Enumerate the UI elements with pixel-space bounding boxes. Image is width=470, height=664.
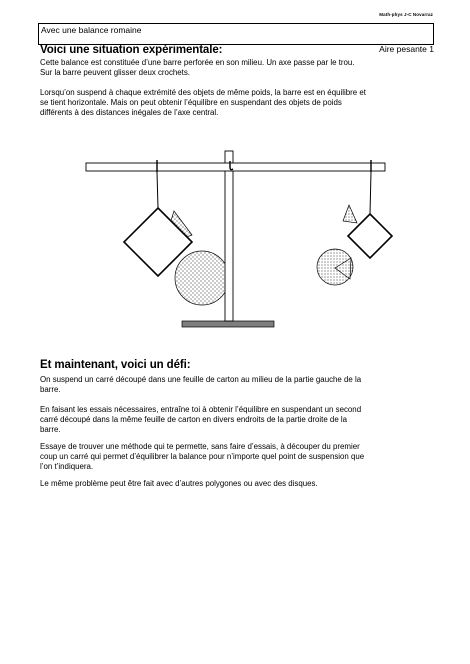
scale-base (182, 321, 274, 327)
section-heading-experiment: Voici une situation expérimentale: (40, 44, 223, 56)
scale-post (225, 151, 233, 321)
text-line: barre. (40, 425, 61, 434)
text-line: différents à des distances inégales de l’axe central. (40, 108, 219, 117)
text-line: On suspend un carré découpé dans une feuille de carton au milieu de la partie gauche de la (40, 375, 362, 384)
right-dotted-triangle-2 (343, 205, 357, 223)
paragraph-method (40, 442, 436, 472)
author-credit: Math-phys J-C Novarraz (379, 12, 433, 17)
paragraph-extension (40, 479, 436, 489)
scale-beam (86, 163, 385, 171)
paragraph-left-square (40, 375, 436, 395)
text-line: En faisant les essais nécessaires, entraîne toi à obtenir l’équilibre en suspendant un second (40, 405, 362, 414)
left-string (157, 172, 158, 208)
text-line: Cette balance est constituée d’une barre perforée en son milieu. Un axe passe par le trou. (40, 58, 355, 67)
section-heading-challenge: Et maintenant, voici un défi: (40, 359, 191, 371)
text-line: coup un carré qui permet d’équilibrer la balance pour n’importe quel point de suspension que (40, 452, 365, 461)
text-line: l’on t’indiquera. (40, 462, 94, 471)
text-line: se tient horizontale. Mais on peut obtenir l’équilibre en suspendant des objets de poids (40, 98, 342, 107)
text-line: barre. (40, 385, 61, 394)
text-line: carré découpé dans la même feuille de carton en divers endroits de la partie droite de la (40, 415, 348, 424)
worksheet-tag: Aire pesante 1 (379, 44, 434, 54)
text-line: Lorsqu’on suspend à chaque extrémité des objets de même poids, la barre est en équilibre et (40, 88, 366, 97)
paragraph-trials (40, 405, 436, 435)
text-line: Essaye de trouver une méthode qui te permette, sans faire d’essais, à découper du premier (40, 442, 360, 451)
worksheet-title: Avec une balance romaine (41, 25, 142, 35)
right-string (370, 172, 371, 214)
text-line: Sur la barre peuvent glisser deux crochets. (40, 68, 190, 77)
text-line: Le même problème peut être fait avec d’autres polygones ou avec des disques. (40, 479, 318, 488)
left-dotted-disc (175, 251, 229, 305)
